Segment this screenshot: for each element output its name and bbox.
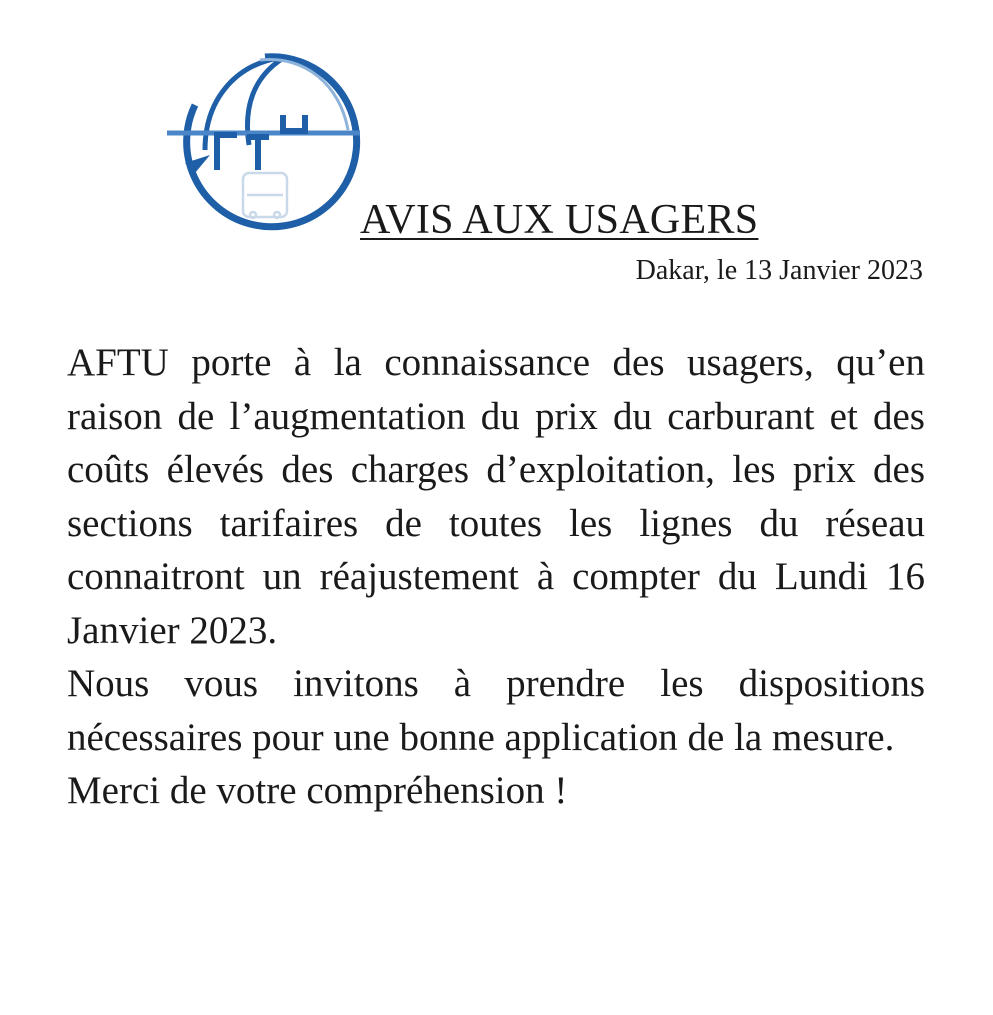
aftu-logo [165,45,365,240]
notice-paragraph-invitation: Nous vous invitons à prendre les dispositions nécessaires pour une bonne application de la mesure. [67,662,925,759]
notice-title: AVIS AUX USAGERS [360,197,759,243]
notice-paragraph-announcement: AFTU porte à la connaissance des usagers, qu’en raison de l’augmentation du prix du carburant et des coûts élevés des charges d’exploitation, les prix des sections tarifaires de toutes les lignes du réseau connaitront un réajustement à compter du Lundi 16 Janvier 2023. [67,341,925,652]
aftu-logo-graphic [165,45,365,240]
bus-icon [243,173,287,218]
logo-ring-arc [187,57,357,227]
notice-date: Dakar, le 13 Janvier 2023 [635,255,923,286]
logo-letter-f [217,135,237,170]
notice-body [67,336,925,818]
logo-letter-u [283,115,305,131]
notice-paragraph-thanks: Merci de votre compréhension ! [67,769,568,812]
